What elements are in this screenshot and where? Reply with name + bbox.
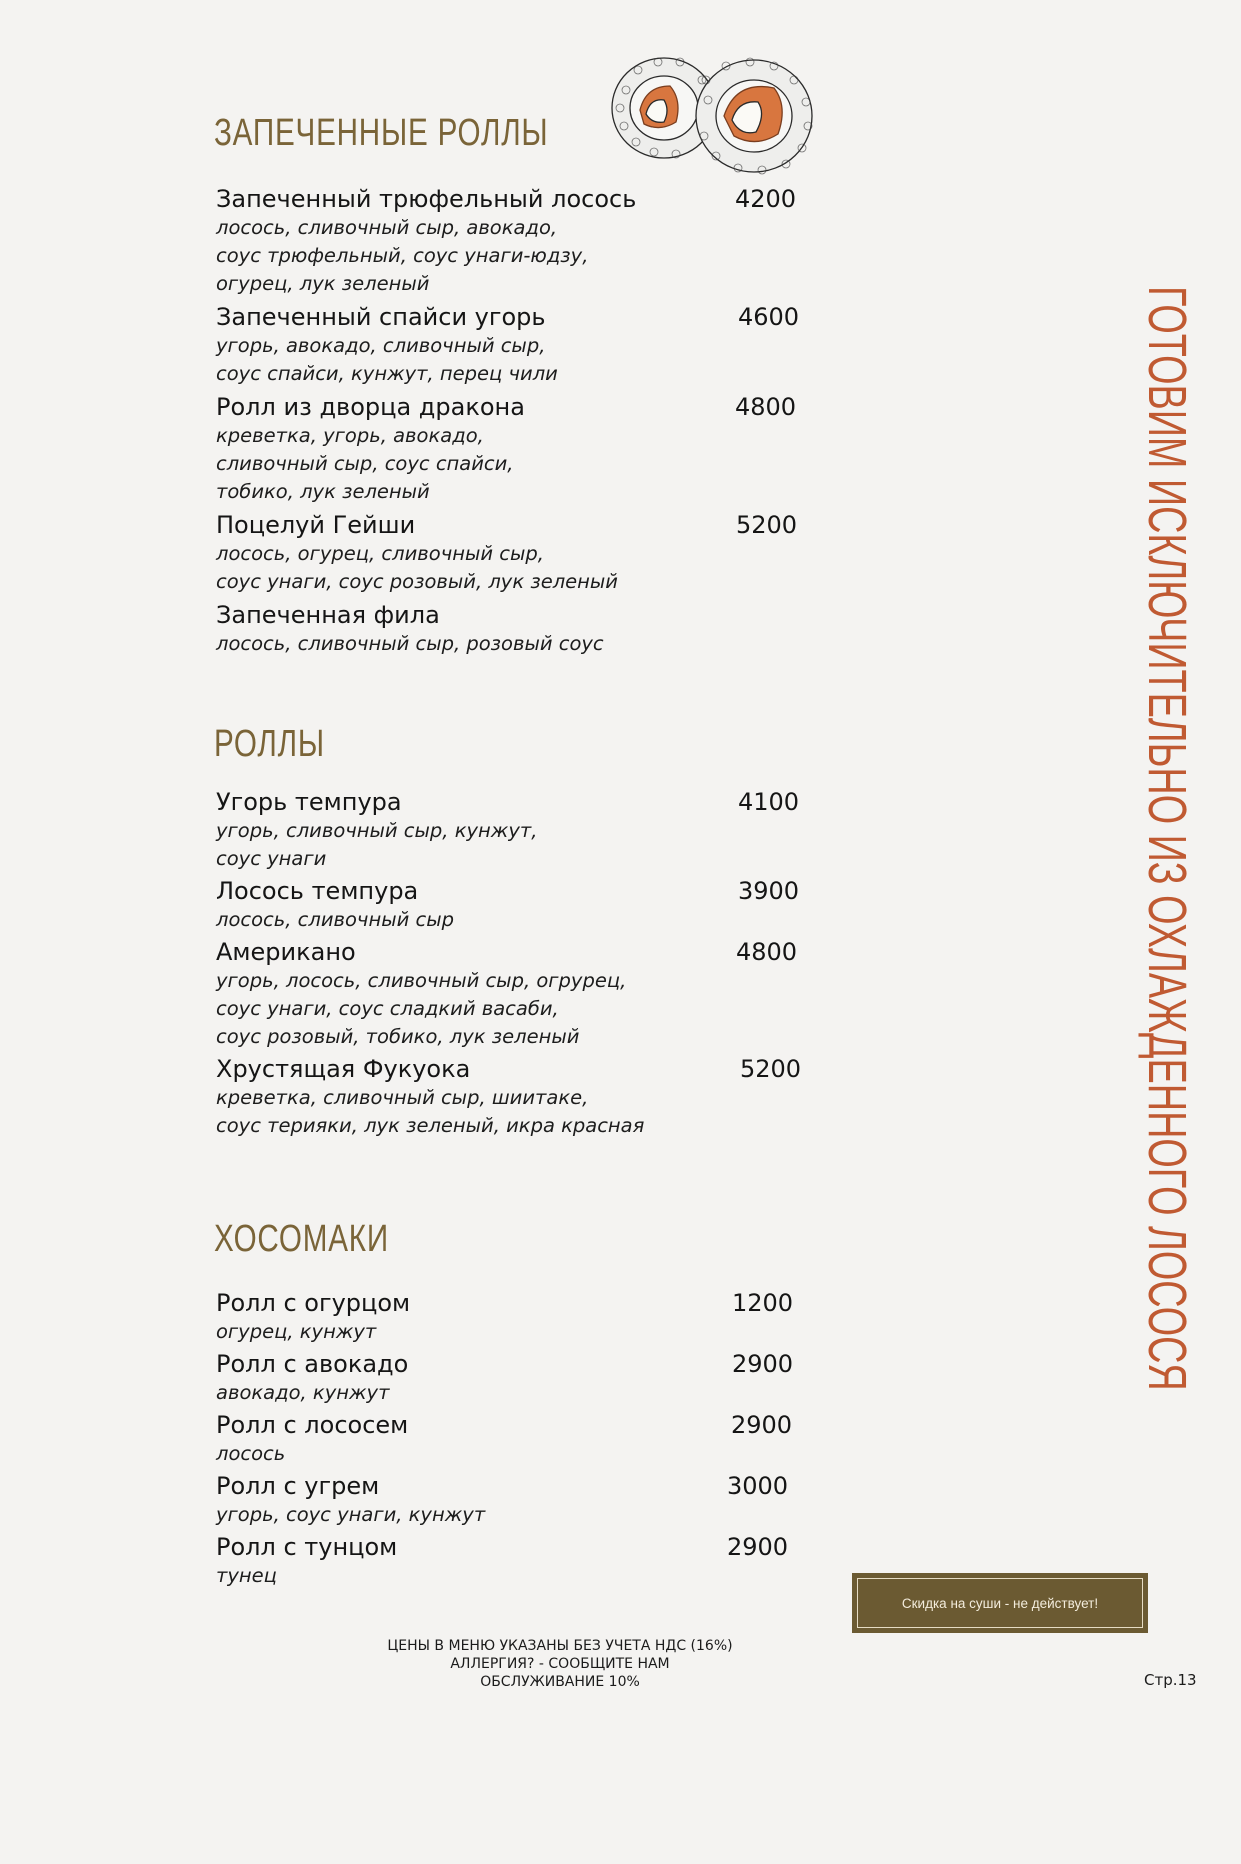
footer-notes [360, 1637, 760, 1691]
item-name: Запеченная фила [216, 601, 440, 629]
item-name: Запеченный спайси угорь [216, 303, 546, 331]
item-price: 4200 [735, 185, 797, 213]
menu-item [216, 600, 816, 658]
item-price: 5200 [736, 511, 798, 539]
discount-notice [852, 1573, 1148, 1633]
item-price: 2900 [732, 1350, 794, 1378]
footer-vat-note: ЦЕНЫ В МЕНЮ УКАЗАНЫ БЕЗ УЧЕТА НДС (16%) [387, 1638, 733, 1654]
menu-item [216, 510, 816, 596]
section-title-hosomaki: ХОСОМАКИ [214, 1218, 389, 1260]
item-description: креветка, угорь, авокадо, сливочный сыр, соус спайси, тобико, лук зеленый [216, 424, 514, 503]
item-description: авокадо, кунжут [216, 1381, 390, 1404]
menu-item [216, 302, 816, 388]
baked-rolls-list [216, 184, 816, 658]
page-number: Стр.13 [1144, 1671, 1197, 1689]
item-description: угорь, авокадо, сливочный сыр, соус спайси, кунжут, перец чили [216, 334, 558, 385]
item-price: 4600 [738, 303, 800, 331]
menu-item [216, 184, 816, 298]
hosomaki-list [216, 1288, 816, 1590]
item-name: Угорь темпура [216, 788, 402, 816]
item-description: лосось, огурец, сливочный сыр, соус унаги, соус розовый, лук зеленый [216, 542, 618, 593]
item-name: Поцелуй Гейши [216, 511, 416, 539]
item-description: креветка, сливочный сыр, шиитаке, соус терияки, лук зеленый, икра красная [216, 1086, 645, 1137]
item-name: Запеченный трюфельный лосось [216, 185, 637, 213]
item-name: Ролл с тунцом [216, 1533, 398, 1561]
item-price: 1200 [732, 1289, 794, 1317]
item-name: Ролл с угрем [216, 1472, 380, 1500]
item-name: Лосось темпура [216, 877, 419, 905]
item-price: 5200 [740, 1055, 802, 1083]
item-description: лосось, сливочный сыр, розовый соус [216, 632, 604, 655]
footer-allergy-note: АЛЛЕРГИЯ? - СООБЩИТЕ НАМ [450, 1656, 670, 1672]
menu-item [216, 1349, 816, 1407]
menu-item [216, 1054, 816, 1140]
item-price: 3900 [738, 877, 800, 905]
item-name: Ролл из дворца дракона [216, 393, 525, 421]
menu-item [216, 1532, 816, 1590]
item-description: угорь, лосось, сливочный сыр, огрурец, соус унаги, соус сладкий васаби, соус розовый, тобико, лук зеленый [216, 969, 627, 1048]
item-name: Ролл с авокадо [216, 1350, 409, 1378]
menu-item [216, 392, 816, 506]
item-price: 2900 [727, 1533, 789, 1561]
item-price: 4100 [738, 788, 800, 816]
item-name: Хрустящая Фукуока [216, 1055, 471, 1083]
menu-item [216, 1288, 816, 1346]
section-title-baked-rolls: ЗАПЕЧЕННЫЕ РОЛЛЫ [214, 112, 549, 154]
menu-item [216, 937, 816, 1051]
item-description: лосось, сливочный сыр, авокадо, соус трюфельный, соус унаги-юдзу, огурец, лук зеленый [216, 216, 589, 295]
menu-item [216, 1410, 816, 1468]
item-price: 2900 [731, 1411, 793, 1439]
discount-notice-text: Скидка на суши - не действует! [857, 1578, 1143, 1628]
rolls-list [216, 787, 816, 1140]
item-price: 4800 [735, 393, 797, 421]
menu-item [216, 787, 816, 873]
item-name: Американо [216, 938, 356, 966]
item-description: угорь, сливочный сыр, кунжут, соус унаги [216, 819, 538, 870]
item-price: 4800 [736, 938, 798, 966]
item-description: тунец [216, 1564, 277, 1587]
section-title-rolls: РОЛЛЫ [214, 723, 325, 765]
item-description: лосось, сливочный сыр [216, 908, 454, 931]
side-slogan-text: ГОТОВИМ ИСКЛЮЧИТЕЛЬНО ИЗ ОХЛАЖДЕННОГО ЛОСОСЯ [1137, 286, 1197, 1391]
menu-item [216, 876, 816, 934]
item-name: Ролл с огурцом [216, 1289, 411, 1317]
item-description: огурец, кунжут [216, 1320, 377, 1343]
menu-item [216, 1471, 816, 1529]
item-name: Ролл с лососем [216, 1411, 409, 1439]
item-description: угорь, соус унаги, кунжут [216, 1503, 486, 1526]
footer-service-note: ОБСЛУЖИВАНИЕ 10% [480, 1674, 640, 1690]
sushi-roll-illustration [606, 50, 822, 178]
item-description: лосось [216, 1442, 286, 1465]
item-price: 3000 [727, 1472, 789, 1500]
